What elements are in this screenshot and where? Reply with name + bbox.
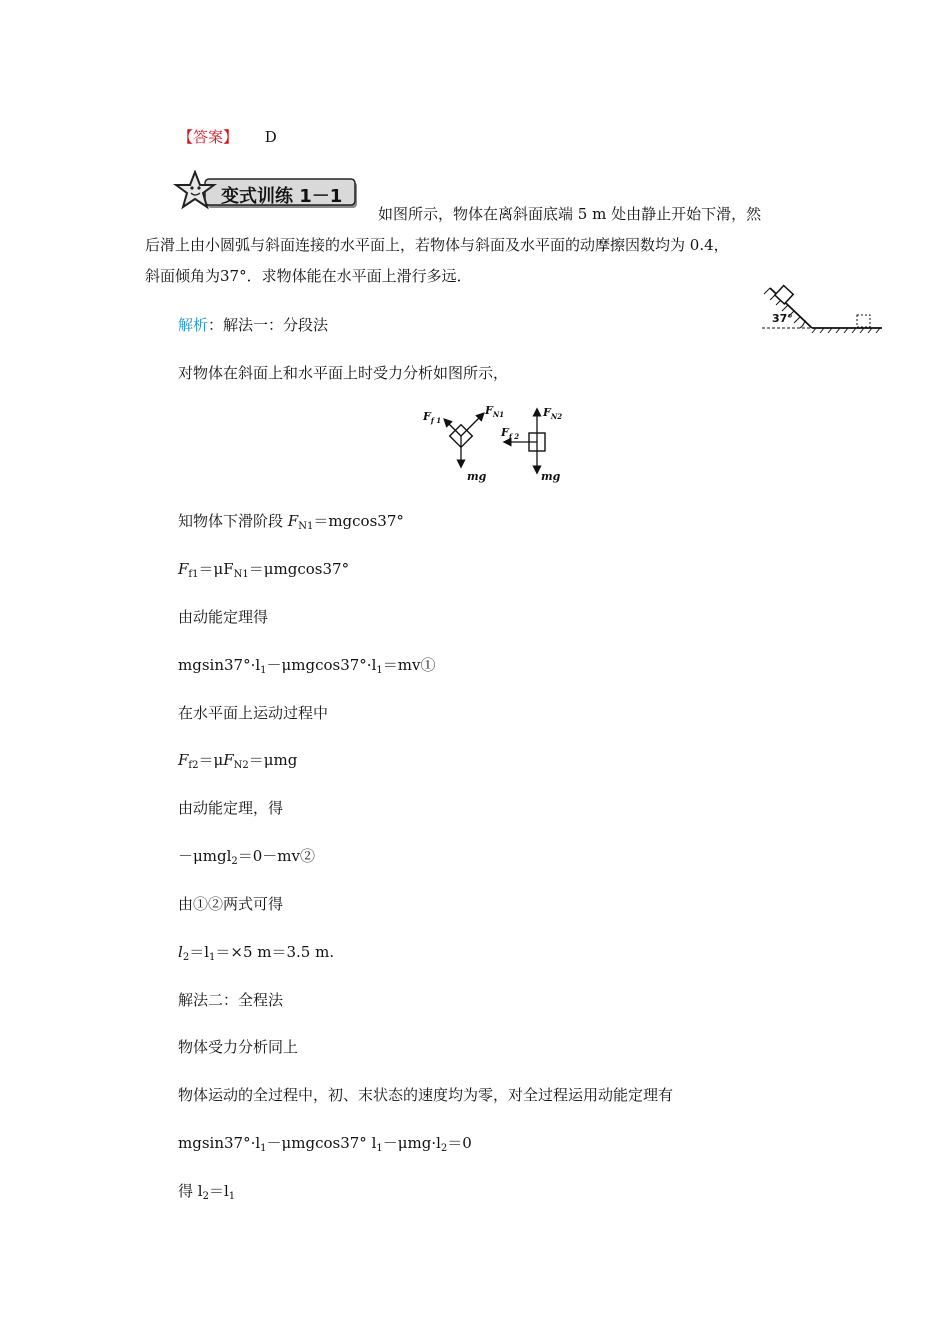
problem-line-1: 如图所示，物体在离斜面底端 5 m 处由静止开始下滑，然: [378, 205, 762, 223]
horizontal-intro: 在水平面上运动过程中: [178, 704, 329, 722]
variant-training-banner: [173, 170, 363, 214]
label-FN2: $F_{N2}$: [543, 406, 563, 421]
step2: $F_{f1}=\mu F_{N1}=\mu mgcos37^\circ$: [178, 560, 350, 580]
whole-process-line: 物体运动的全过程中，初、末状态的速度均为零，对全过程运用动能定理有: [178, 1086, 674, 1104]
step3: $F_{f2}=\mu F_{N2}=\mu mg$: [178, 751, 298, 771]
solution-label: 解析: [178, 316, 209, 334]
answer-tag: 【答案】: [178, 128, 239, 146]
method1-title: ：解法一：分段法: [208, 316, 329, 334]
same-force-line: 物体受力分析同上: [178, 1038, 299, 1056]
incline-diagram: [760, 282, 890, 337]
banner-label: 变式训练 1－1: [221, 186, 343, 207]
force-analysis-intro: 对物体在斜面上和水平面上时受力分析如图所示，: [178, 364, 509, 382]
equation1: $mgsin37^\circ\cdot l_1-\mu mgcos37^\circ\cdot l_1=mv①$: [178, 656, 436, 676]
angle-label: 37°: [772, 312, 793, 325]
force-diagram: [415, 400, 590, 490]
equation3: $mgsin37^\circ\cdot l_1-\mu mgcos37^\circ$ $l_1-\mu mg\cdot l_2=0$: [178, 1134, 472, 1154]
label-Ff1: $F_{f 1}$: [423, 410, 442, 425]
theorem1: 由动能定理得: [178, 608, 269, 626]
method2-title: 解法二：全程法: [178, 991, 284, 1009]
combine-line: 由①②两式可得: [178, 895, 284, 913]
final-line: 得 $l_2=l_1$: [178, 1182, 236, 1202]
answer-value: D: [264, 128, 277, 146]
theorem2: 由动能定理，得: [178, 799, 284, 817]
label-Ff2: $F_{f 2}$: [501, 426, 520, 441]
solution-method1-line: [178, 314, 328, 335]
equation2: －μmgl$_2$＝0－mv②: [178, 847, 315, 867]
result-line: $l_2=l_1=\times 5$ m＝3.5 m.: [178, 943, 335, 963]
label-mg-right: mg: [541, 470, 561, 483]
answer-line: [178, 126, 277, 147]
problem-line-2: 后滑上由小圆弧与斜面连接的水平面上，若物体与斜面及水平面的动摩擦因数均为 0.4，: [145, 236, 729, 254]
step1: 知物体下滑阶段 $F_{N1}=mgcos37^\circ$: [178, 512, 404, 532]
label-mg-left: mg: [467, 470, 487, 483]
incline-figure: [760, 282, 890, 337]
problem-line-3: 斜面倾角为37°．求物体能在水平面上滑行多远．: [145, 267, 472, 285]
label-FN1: $F_{N1}$: [485, 404, 505, 419]
